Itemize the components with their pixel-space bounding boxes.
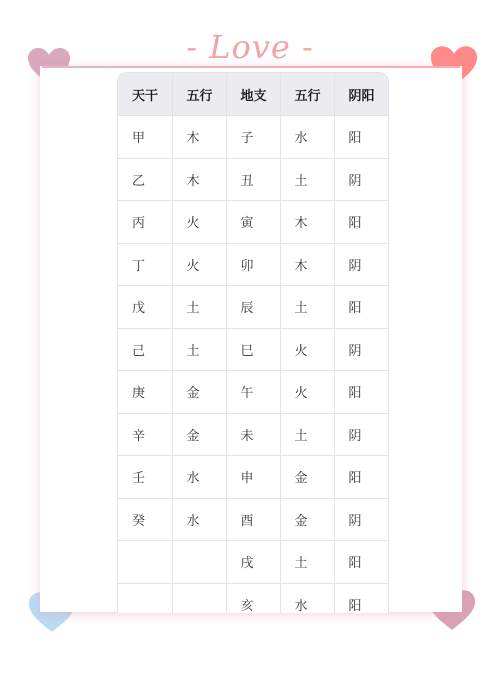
header-cell: 五行 — [172, 73, 226, 116]
table-row — [118, 116, 388, 159]
table-row — [118, 371, 388, 414]
table-cell: 乙 — [118, 158, 172, 201]
table-cell: 寅 — [226, 201, 280, 244]
table-cell: 水 — [172, 456, 226, 499]
table-cell: 木 — [280, 243, 334, 286]
table-cell — [118, 583, 172, 613]
table-cell: 土 — [172, 328, 226, 371]
table-row — [118, 498, 388, 541]
header-cell: 五行 — [280, 73, 334, 116]
table-cell: 土 — [172, 286, 226, 329]
table-cell: 水 — [172, 498, 226, 541]
table-cell: 阳 — [334, 371, 388, 414]
header-cell: 地支 — [226, 73, 280, 116]
table-cell: 金 — [172, 371, 226, 414]
table-row — [118, 413, 388, 456]
table-cell: 阳 — [334, 286, 388, 329]
table-cell: 阴 — [334, 328, 388, 371]
card-top-border — [42, 66, 460, 68]
table-cell: 申 — [226, 456, 280, 499]
table-cell: 金 — [172, 413, 226, 456]
table-cell — [172, 583, 226, 613]
table-cell: 金 — [280, 456, 334, 499]
table-cell: 子 — [226, 116, 280, 159]
table-body — [118, 116, 388, 614]
table-cell: 戌 — [226, 541, 280, 584]
table-cell: 甲 — [118, 116, 172, 159]
love-title: - Love - — [186, 28, 314, 66]
table-row — [118, 286, 388, 329]
header-cell: 阴阳 — [334, 73, 388, 116]
table-cell: 己 — [118, 328, 172, 371]
table-cell: 火 — [280, 328, 334, 371]
table-cell: 木 — [172, 158, 226, 201]
table-cell: 火 — [172, 201, 226, 244]
table-cell — [118, 541, 172, 584]
table-header-row — [118, 73, 388, 116]
table-cell: 卯 — [226, 243, 280, 286]
table-row — [118, 243, 388, 286]
table-cell: 水 — [280, 583, 334, 613]
table-cell: 丙 — [118, 201, 172, 244]
table-container — [117, 72, 389, 613]
table-cell: 酉 — [226, 498, 280, 541]
table-cell — [172, 541, 226, 584]
table-cell: 阳 — [334, 201, 388, 244]
table-row — [118, 328, 388, 371]
table-cell: 辰 — [226, 286, 280, 329]
table-cell: 土 — [280, 413, 334, 456]
table-cell: 木 — [280, 201, 334, 244]
table-cell: 亥 — [226, 583, 280, 613]
table-row — [118, 541, 388, 584]
table-cell: 土 — [280, 286, 334, 329]
table-cell: 火 — [280, 371, 334, 414]
table-cell: 庚 — [118, 371, 172, 414]
table-cell: 阳 — [334, 541, 388, 584]
table-cell: 火 — [172, 243, 226, 286]
table-cell: 阳 — [334, 456, 388, 499]
header-cell: 天干 — [118, 73, 172, 116]
table-cell: 阴 — [334, 498, 388, 541]
table-cell: 阳 — [334, 116, 388, 159]
table-cell: 戊 — [118, 286, 172, 329]
table-cell: 阴 — [334, 158, 388, 201]
table-cell: 金 — [280, 498, 334, 541]
table-row — [118, 158, 388, 201]
table-cell: 巳 — [226, 328, 280, 371]
table-cell: 木 — [172, 116, 226, 159]
table-row — [118, 456, 388, 499]
table-cell: 土 — [280, 158, 334, 201]
table-cell: 阴 — [334, 413, 388, 456]
table-cell: 土 — [280, 541, 334, 584]
table-cell: 未 — [226, 413, 280, 456]
table-cell: 壬 — [118, 456, 172, 499]
table-row — [118, 201, 388, 244]
table-cell: 午 — [226, 371, 280, 414]
table-cell: 辛 — [118, 413, 172, 456]
table-row — [118, 583, 388, 613]
table-cell: 阴 — [334, 243, 388, 286]
table-cell: 水 — [280, 116, 334, 159]
table-cell: 丑 — [226, 158, 280, 201]
table-cell: 癸 — [118, 498, 172, 541]
stems-branches-table — [118, 73, 388, 613]
table-cell: 阳 — [334, 583, 388, 613]
table-cell: 丁 — [118, 243, 172, 286]
